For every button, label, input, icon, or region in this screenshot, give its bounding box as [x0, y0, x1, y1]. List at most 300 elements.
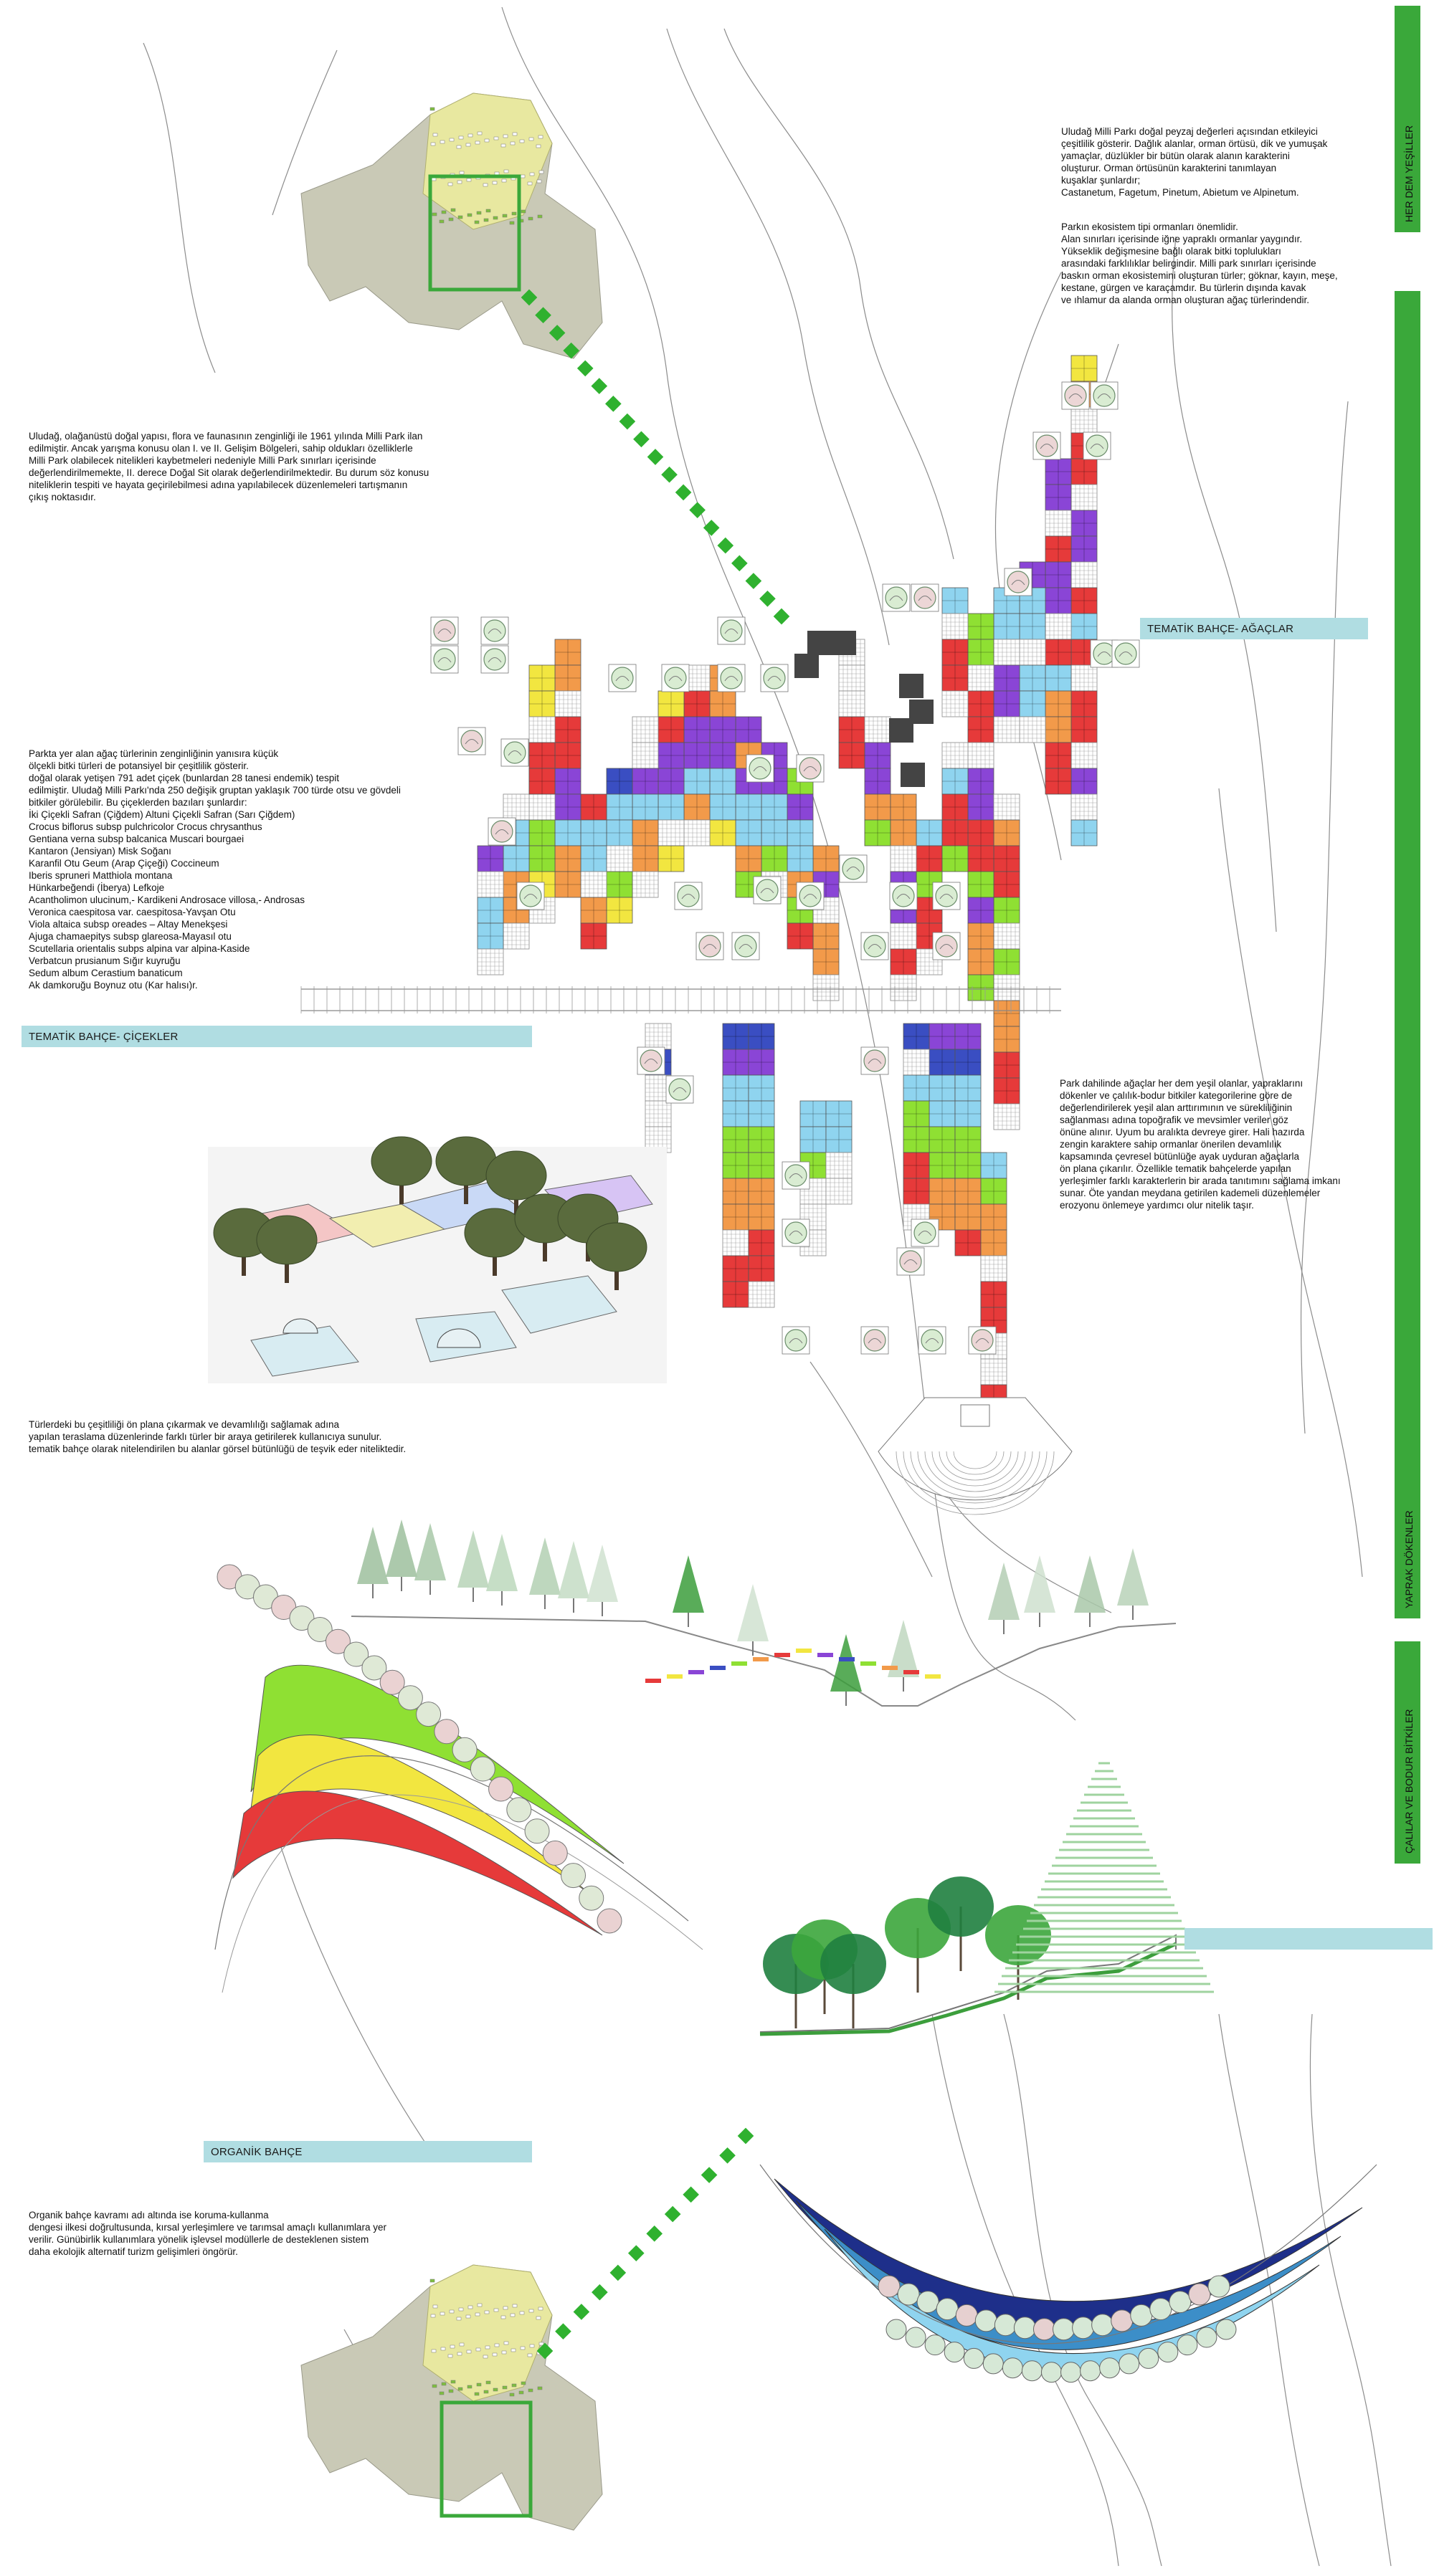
- band-thematic-flowers: [22, 1026, 532, 1047]
- color-tile: [736, 717, 761, 743]
- flower-bed: [839, 1657, 855, 1661]
- building-block: [442, 2382, 446, 2385]
- tree-symbol: [840, 855, 867, 882]
- color-tile: [968, 872, 994, 897]
- color-tile: [929, 1075, 955, 1101]
- hatched-tile: [942, 743, 968, 768]
- building-block: [449, 2390, 453, 2393]
- flower-bed: [817, 1653, 833, 1657]
- color-tile: [891, 949, 916, 975]
- hatched-tile: [632, 872, 658, 897]
- tree-circle: [489, 1777, 513, 1801]
- color-tile: [1045, 639, 1071, 665]
- tree-circle: [1177, 2335, 1197, 2355]
- color-tile: [555, 794, 581, 820]
- hatched-tile: [994, 1104, 1020, 1130]
- band-thematic-trees-label: TEMATİK BAHÇE- AĞAÇLAR: [1147, 623, 1294, 635]
- tree-symbol: [782, 1327, 809, 1354]
- building-block: [440, 2312, 445, 2315]
- building-block: [475, 221, 479, 224]
- hatched-tile: [981, 1256, 1007, 1282]
- building-block: [536, 145, 541, 148]
- connector-diamond: [619, 414, 636, 430]
- color-tile: [749, 1256, 774, 1282]
- color-tile: [607, 768, 632, 794]
- dark-plaza-block: [832, 631, 856, 655]
- site-location-map-bottom: [301, 2265, 602, 2530]
- connector-diamond: [574, 2304, 590, 2320]
- tree-circle: [1014, 2317, 1035, 2339]
- building-block: [459, 2308, 463, 2311]
- color-tile: [955, 1127, 981, 1153]
- tree-symbol: [1062, 382, 1089, 409]
- color-tile: [968, 614, 994, 639]
- tree-circle: [525, 1819, 549, 1843]
- tree-circle: [1022, 2361, 1042, 2381]
- tree-circle: [1002, 2358, 1022, 2378]
- color-tile: [761, 794, 787, 820]
- building-block: [458, 2387, 462, 2390]
- connector-diamond: [683, 2187, 699, 2203]
- building-block: [467, 2385, 472, 2388]
- building-block: [467, 214, 472, 216]
- side-label-evergreen: [1395, 6, 1420, 232]
- building-block: [483, 2355, 488, 2358]
- color-tile: [632, 820, 658, 846]
- building-block: [475, 2313, 480, 2316]
- tree-symbol: [861, 932, 888, 960]
- connector-diamond: [717, 538, 733, 554]
- flower-bed: [710, 1666, 726, 1670]
- color-tile: [800, 1101, 826, 1127]
- color-tile: [581, 820, 607, 846]
- color-tile: [555, 665, 581, 691]
- color-tile: [581, 923, 607, 949]
- color-tile: [749, 1230, 774, 1256]
- tree-symbol: [797, 882, 824, 910]
- building-block: [503, 2307, 508, 2309]
- connector-diamond: [774, 609, 790, 625]
- color-tile: [994, 820, 1020, 846]
- building-block: [494, 137, 498, 140]
- tree-symbol: [696, 932, 723, 960]
- tree-circle: [1131, 2304, 1152, 2326]
- side-label-evergreen-text: HER DEM YEŞİLLER: [1403, 125, 1415, 222]
- tree-symbol: [1005, 568, 1032, 596]
- band-right-lower: [1184, 1928, 1433, 1950]
- color-tile: [787, 794, 813, 820]
- connector-diamond: [675, 485, 692, 501]
- building-block: [477, 2383, 481, 2386]
- color-tile: [1045, 485, 1071, 510]
- flower-bed: [925, 1674, 941, 1679]
- color-tile: [955, 1049, 981, 1075]
- building-block: [502, 179, 506, 182]
- color-tile: [723, 1282, 749, 1307]
- tree-circle: [1061, 2362, 1081, 2382]
- organic-garden-valley-diagram: [760, 2165, 1377, 2382]
- side-label-deciduous-text: YAPRAK DÖKENLER: [1403, 1510, 1415, 1608]
- color-tile: [555, 768, 581, 794]
- color-tile: [749, 1024, 774, 1049]
- tree-symbol: [1083, 432, 1111, 459]
- building-block: [468, 134, 473, 137]
- tree-symbol: [431, 646, 458, 673]
- color-tile: [684, 717, 710, 743]
- hatched-tile: [529, 794, 555, 820]
- color-tile: [658, 717, 684, 743]
- connector-diamond: [731, 555, 748, 572]
- hatched-tile: [1071, 562, 1097, 588]
- color-tile: [1045, 717, 1071, 743]
- color-tile: [632, 768, 658, 794]
- color-tile: [968, 923, 994, 949]
- color-tile: [1045, 536, 1071, 562]
- tree-symbol: [431, 617, 458, 644]
- connector-diamond: [746, 573, 762, 589]
- building-block: [495, 2344, 499, 2347]
- building-block: [493, 181, 497, 184]
- text-block-seasonal: Park dahilinde ağaçlar her dem yeşil olanlar, yapraklarını dökenler ve çalılık-bodur bitkiler kategorilerine göre de değerlendirilerek yeşil alan arttırımının ve sürekliliğinin sağlanması adına topoğrafik ve mevsimler veriler göz önüne alınır. Uyum bu aralıkta devreye girer. Hali hazırda zengin karaktere sahip ormanlar önerilen devamlılık kapsamında çevresel bütünlüğe ayak uyduran ağaçlarla ön plana çıkarılır. Özellikle tematik bahçelerde yapılan yerleşimler farklı karakterlerin bir arada tanıtımını sağlama imkanı sunar. Öte yandan meydana getirilen kademeli düzenlemeler erozyonu önlemeye yardımcı olur nitelik taşır.: [1060, 1078, 1341, 1211]
- section-tree: [1117, 1548, 1149, 1620]
- color-tile: [684, 691, 710, 717]
- color-tile: [555, 872, 581, 897]
- color-tile: [607, 872, 632, 897]
- color-tile: [787, 923, 813, 949]
- tree-symbol: [1112, 640, 1139, 667]
- color-tile: [865, 794, 891, 820]
- connector-diamond: [592, 2284, 608, 2301]
- color-tile: [891, 794, 916, 820]
- hatched-tile: [581, 872, 607, 897]
- connector-diamond: [577, 361, 594, 377]
- color-tile: [916, 820, 942, 846]
- color-tile: [723, 1101, 749, 1127]
- color-tile: [749, 1049, 774, 1075]
- contour-line: [1301, 401, 1348, 1434]
- color-tile: [1045, 588, 1071, 614]
- building-block: [441, 2347, 445, 2350]
- hatched-tile: [891, 846, 916, 872]
- color-tile: [994, 1052, 1020, 1078]
- color-tile: [826, 1127, 852, 1153]
- color-tile: [749, 1127, 774, 1153]
- tree-circle: [1111, 2310, 1133, 2332]
- section-tree: [558, 1541, 589, 1613]
- color-tile: [723, 1153, 749, 1178]
- color-tile: [929, 1153, 955, 1178]
- hatched-tile: [994, 717, 1020, 743]
- building-block: [440, 2392, 444, 2395]
- hatched-tile: [1020, 639, 1045, 665]
- building-block: [451, 209, 455, 211]
- color-tile: [658, 794, 684, 820]
- color-tile: [723, 1256, 749, 1282]
- ecosystem-paragraph: Parkın ekosistem tipi ormanları önemlidir. Alan sınırları içerisinde iğne yapraklı ormanlar yaygındır. Yükseklik değişmesine bağlı olarak bitki toplulukları arasındaki farklılıklar belirgindir. Milli park sınırları içerisinde baskın orman ekosistemini oluşturan türler; göknar, kayın, meşe, kestane, gürgen ve karaçamdır. Bu türlerin dışında kavak ve ıhlamur da alanda orman oluşturan ağaç türlerindendir.: [1061, 221, 1338, 305]
- color-tile: [981, 1230, 1007, 1256]
- building-block: [466, 143, 470, 146]
- building-block: [521, 2347, 525, 2350]
- connector-diamond: [610, 2265, 627, 2281]
- tree-circle: [1041, 2362, 1061, 2382]
- color-tile: [1071, 768, 1097, 794]
- tree-symbol: [782, 1219, 809, 1246]
- tree-symbol: [517, 882, 544, 910]
- color-tile: [839, 717, 865, 743]
- hatched-tile: [994, 639, 1020, 665]
- hatched-tile: [503, 923, 529, 949]
- color-tile: [800, 1127, 826, 1153]
- tree-symbol: [761, 664, 788, 692]
- contour-line: [1219, 2014, 1319, 2566]
- building-block: [528, 217, 533, 220]
- tree-circle: [435, 1719, 459, 1744]
- building-block: [504, 2342, 508, 2344]
- connector-diamond: [738, 2128, 754, 2145]
- tree-circle: [1033, 2319, 1055, 2340]
- section-tree: [386, 1520, 417, 1591]
- color-tile: [529, 846, 555, 872]
- tree-symbol: [1033, 432, 1060, 459]
- building-block: [521, 2382, 526, 2385]
- dark-plaza-block: [794, 654, 819, 678]
- terrace-section-profile: [351, 1520, 1176, 1706]
- building-block: [485, 2311, 489, 2314]
- connector-diamond: [701, 2167, 718, 2183]
- building-block: [459, 136, 463, 139]
- dark-plaza-block: [807, 631, 832, 655]
- building-block: [512, 2384, 516, 2387]
- tree-circle: [561, 1864, 586, 1888]
- building-block: [442, 211, 446, 214]
- hatched-tile: [942, 614, 968, 639]
- tree-symbol: [797, 755, 824, 782]
- tree-circle: [983, 2354, 1003, 2374]
- tree-circle: [1081, 2361, 1101, 2381]
- connector-diamond: [646, 2226, 663, 2242]
- tree-symbol: [718, 617, 745, 644]
- color-tile: [710, 691, 736, 717]
- color-tile: [710, 768, 736, 794]
- color-tile: [981, 1282, 1007, 1307]
- tree-symbol: [911, 584, 939, 611]
- text-block-organic: Organik bahçe kavramı adı altında ise koruma-kullanma dengesi ilkesi doğrultusunda, kırsal yerleşimlere ve tarımsal amaçlı kullanımlara yer verilir. Günübirlik kullanımlara yönelik işlevsel modüllerle de desteklenen sistem daha ekolojik alternatif turizm gelişimleri öngörür.: [29, 2210, 386, 2257]
- color-tile: [1071, 459, 1097, 485]
- color-tile: [955, 1075, 981, 1101]
- section-tree: [587, 1545, 618, 1616]
- tree-circle: [417, 1702, 441, 1727]
- color-tile: [955, 1204, 981, 1230]
- dark-plaza-block: [909, 700, 934, 724]
- color-tile: [955, 1153, 981, 1178]
- tree-circle: [543, 1841, 567, 1865]
- hatched-tile: [684, 820, 710, 846]
- building-block: [519, 2391, 523, 2394]
- tree-circle: [1208, 2276, 1230, 2297]
- building-block: [483, 183, 488, 186]
- tree-symbol: [897, 1248, 924, 1275]
- tree-symbol: [754, 877, 781, 904]
- building-block: [457, 146, 461, 148]
- forest-belts-paragraph: Uludağ Milli Parkı doğal peyzaj değerleri açısından etkileyici çeşitlilik gösterir. Dağlık alanlar, orman örtüsü, dik ve yumuşak yamaçlar, düzlükler bir bütün olarak alanın karakterini oluşturur. Orman örtüsünün karakterini tanımlayan kuşaklar şunlardır; Castanetum, Fagetum, Pinetum, Abietum ve Alpinetum.: [1061, 126, 1328, 198]
- building-block: [529, 138, 533, 140]
- building-block: [493, 2388, 498, 2391]
- color-tile: [581, 846, 607, 872]
- color-tile: [929, 1101, 955, 1127]
- building-block: [520, 2312, 524, 2314]
- tree-symbol: [609, 664, 636, 692]
- building-block: [521, 210, 526, 213]
- color-tile: [723, 1075, 749, 1101]
- color-tile: [787, 820, 813, 846]
- color-tile: [839, 743, 865, 768]
- color-tile: [555, 820, 581, 846]
- color-tile: [529, 820, 555, 846]
- color-tile: [981, 1204, 1007, 1230]
- color-tile: [968, 717, 994, 743]
- text-block-diversity: Türlerdeki bu çeşitliliği ön plana çıkarmak ve devamlılığı sağlamak adına yapılan teraslama düzenlerinde farklı türler bir araya getirilerek kullanıcıya sunulur. tematik bahçe olarak nitelendirilen bu alanlar görsel bütünlüğü de teşvik eder niteliktedir.: [29, 1419, 407, 1454]
- tree-circle: [1073, 2317, 1094, 2339]
- tree-circle: [1119, 2354, 1139, 2374]
- building-block: [529, 2309, 533, 2312]
- tree-circle: [1158, 2342, 1178, 2362]
- building-block: [432, 2385, 437, 2387]
- color-tile: [723, 1204, 749, 1230]
- side-label-shrubs-text: ÇALILAR VE BODUR BİTKİLER: [1403, 1709, 1415, 1854]
- building-block: [530, 2344, 534, 2347]
- hatched-tile: [839, 691, 865, 717]
- color-tile: [710, 794, 736, 820]
- connector-diamond: [689, 502, 706, 518]
- tree-circle: [956, 2304, 977, 2326]
- flower-bed: [731, 1661, 747, 1666]
- tree-circle: [1169, 2291, 1191, 2313]
- connector-diamond: [633, 431, 650, 447]
- connector-diamond: [628, 2245, 645, 2261]
- color-tile: [968, 949, 994, 975]
- contour-line: [143, 43, 215, 373]
- color-tile: [826, 1101, 852, 1127]
- building-block: [494, 2309, 498, 2312]
- hatched-tile: [813, 975, 839, 1001]
- color-tile: [968, 846, 994, 872]
- color-tile: [903, 1101, 929, 1127]
- building-block: [520, 140, 524, 143]
- color-tile: [555, 743, 581, 768]
- color-tile: [749, 1075, 774, 1101]
- section-tree: [888, 1620, 919, 1692]
- tree-symbol: [861, 1047, 888, 1074]
- color-tile: [1071, 588, 1097, 614]
- hatched-tile: [1071, 743, 1097, 768]
- tree-symbol: [933, 882, 960, 910]
- building-block: [476, 2348, 480, 2351]
- connector-diamond: [703, 520, 720, 536]
- building-block: [457, 2352, 462, 2355]
- tree-circle: [917, 2291, 939, 2313]
- color-tile: [658, 691, 684, 717]
- color-tile: [1045, 768, 1071, 794]
- color-tile: [761, 846, 787, 872]
- color-tile: [1071, 691, 1097, 717]
- color-tile: [968, 691, 994, 717]
- section-tree: [673, 1555, 704, 1627]
- tree-symbol: [666, 1076, 693, 1103]
- section-tree: [414, 1523, 446, 1595]
- color-tile: [942, 768, 968, 794]
- section-tree: [830, 1634, 862, 1706]
- color-tile: [1045, 459, 1071, 485]
- color-tile: [955, 1178, 981, 1204]
- hatched-tile: [994, 794, 1020, 820]
- contour-line: [724, 29, 954, 559]
- section-tree: [820, 1934, 886, 2028]
- building-block: [539, 2342, 543, 2345]
- building-block: [511, 2314, 515, 2317]
- building-block: [538, 135, 543, 138]
- color-tile: [813, 923, 839, 949]
- color-tile: [581, 897, 607, 923]
- color-tile: [1071, 510, 1097, 536]
- hatched-tile: [723, 1230, 749, 1256]
- section-tree: [928, 1876, 994, 1971]
- hatched-tile: [994, 975, 1020, 1001]
- color-tile: [710, 717, 736, 743]
- tree-circle: [452, 1737, 477, 1762]
- color-tile: [994, 691, 1020, 717]
- tree-symbol: [890, 882, 917, 910]
- building-block: [538, 2387, 542, 2390]
- building-block: [432, 213, 437, 216]
- tree-circle: [1100, 2358, 1120, 2378]
- color-tile: [529, 743, 555, 768]
- color-tile: [632, 794, 658, 820]
- building-block: [457, 181, 462, 183]
- contour-line: [1172, 237, 1276, 932]
- building-block: [468, 2306, 473, 2309]
- color-tile: [981, 1153, 1007, 1178]
- color-tile: [632, 846, 658, 872]
- color-tile: [968, 820, 994, 846]
- flower-bed: [860, 1661, 876, 1666]
- hatched-tile: [555, 691, 581, 717]
- color-tile: [787, 846, 813, 872]
- color-tile: [891, 820, 916, 846]
- building-block: [485, 2346, 490, 2349]
- connector-diamond: [605, 396, 622, 412]
- garden-3d-render: [208, 1137, 667, 1383]
- hatched-tile: [865, 717, 891, 743]
- building-block: [512, 212, 516, 215]
- color-tile: [723, 1024, 749, 1049]
- section-tree: [988, 1563, 1020, 1634]
- color-tile: [684, 743, 710, 768]
- color-tile: [929, 1178, 955, 1204]
- building-block: [432, 178, 436, 181]
- hatched-tile: [968, 743, 994, 768]
- section-tree: [1024, 1555, 1055, 1627]
- building-block: [431, 143, 435, 146]
- building-block: [457, 2317, 461, 2320]
- color-tile: [865, 820, 891, 846]
- building-block: [449, 218, 453, 221]
- hatched-tile: [645, 1101, 671, 1127]
- building-block: [528, 2354, 532, 2357]
- building-block: [510, 221, 514, 224]
- tree-symbol: [861, 1327, 888, 1354]
- color-tile: [1045, 562, 1071, 588]
- hatched-tile: [658, 820, 684, 846]
